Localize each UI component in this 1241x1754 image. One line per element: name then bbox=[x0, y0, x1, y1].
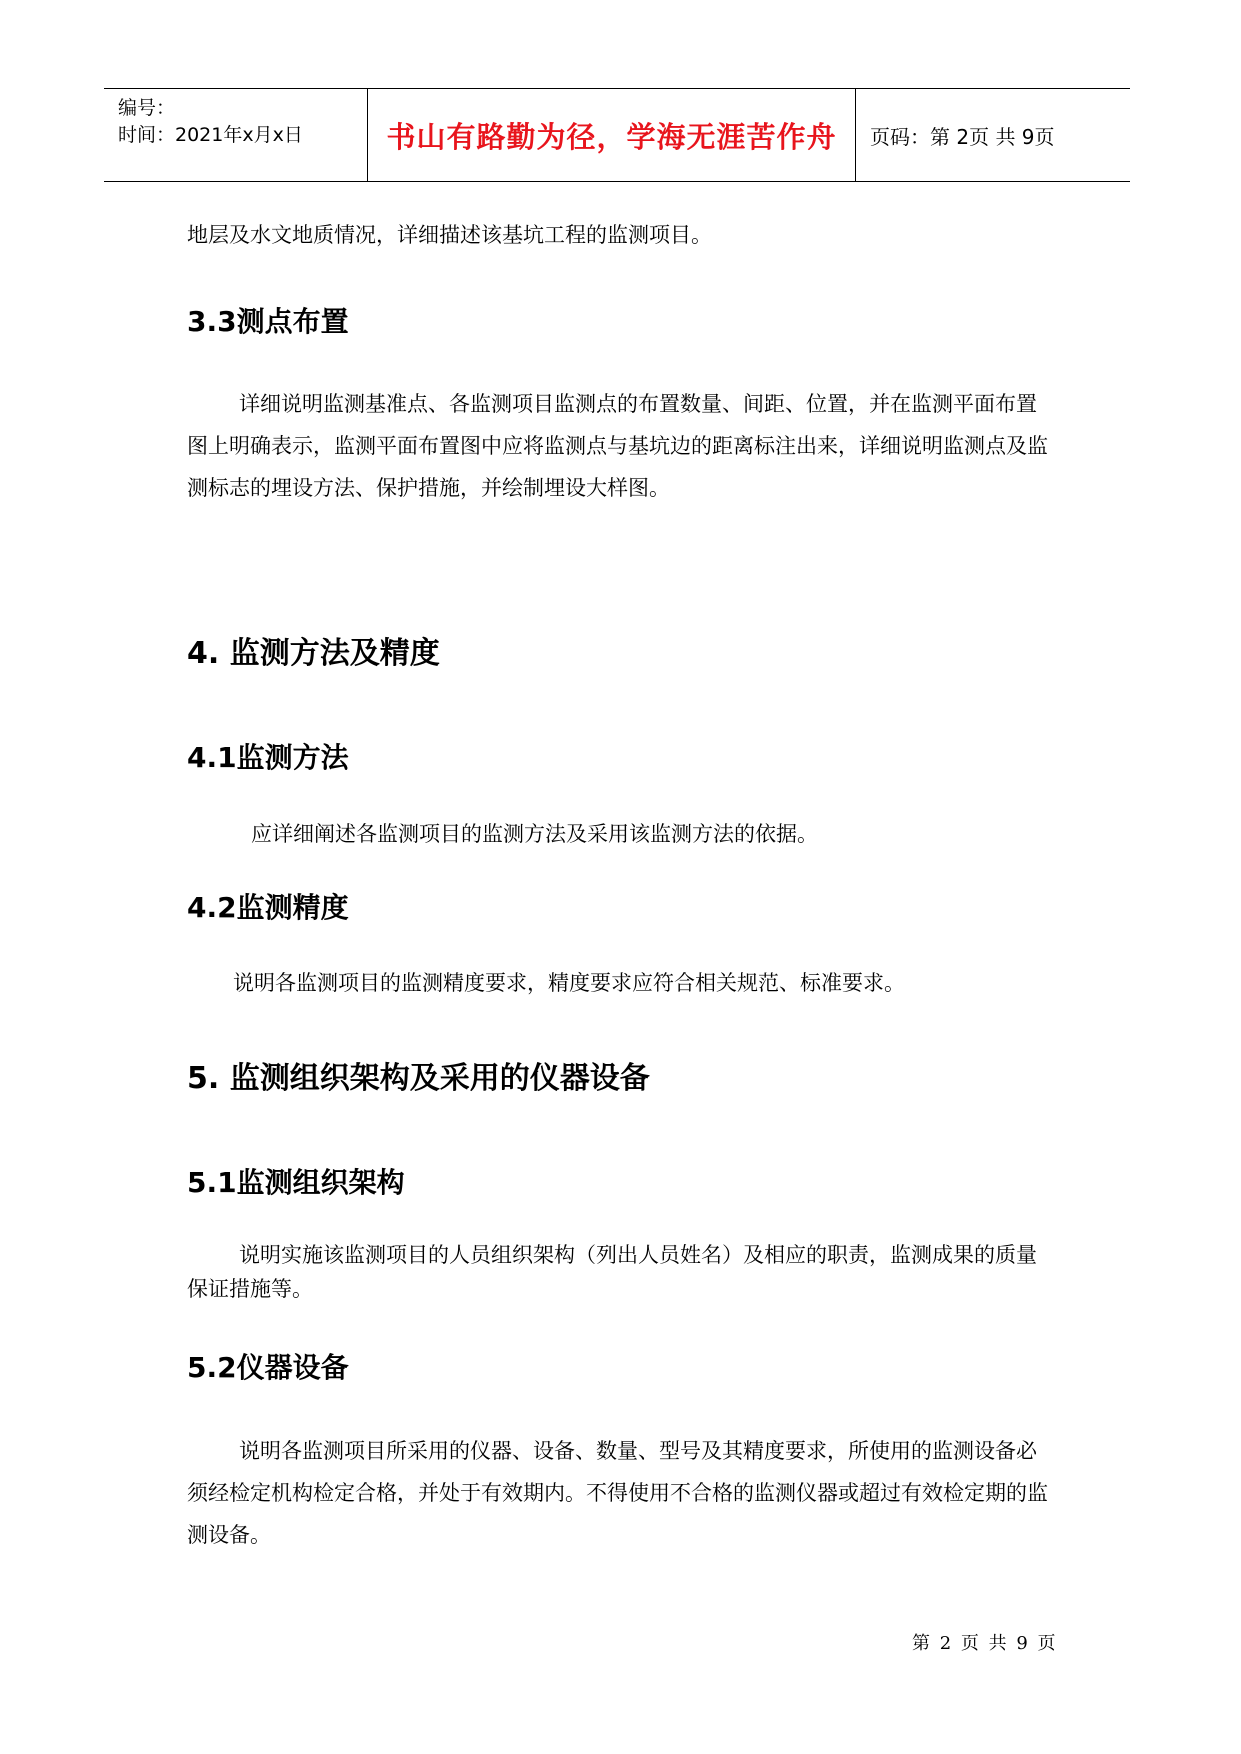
intro-paragraph: 地层及水文地质情况，详细描述该基坑工程的监测项目。 bbox=[187, 223, 712, 247]
heading-5-1: 5.1监测组织架构 bbox=[187, 1166, 405, 1199]
heading-4-1: 4.1监测方法 bbox=[187, 741, 349, 774]
header-motto: 书山有路勤为径，学海无涯苦作舟 bbox=[368, 89, 856, 181]
heading-4-2: 4.2监测精度 bbox=[187, 891, 349, 924]
time-label: 时间：2021年x月x日 bbox=[118, 124, 303, 146]
footer-page-number: 第 2 页 共 9 页 bbox=[912, 1633, 1058, 1654]
heading-4: 4. 监测方法及精度 bbox=[187, 636, 440, 671]
heading-5-2: 5.2仪器设备 bbox=[187, 1351, 349, 1384]
paragraph-4-2: 说明各监测项目的监测精度要求，精度要求应符合相关规范、标准要求。 bbox=[233, 971, 905, 995]
header-meta-cell bbox=[104, 89, 368, 181]
number-label: 编号： bbox=[118, 97, 176, 119]
paragraph-3-3: 详细说明监测基准点、各监测项目监测点的布置数量、间距、位置，并在监测平面布置图上明确表示，监测平面布置图中应将监测点与基坑边的距离标注出来，详细说明监测点及监测标志的埋设方法、保护措施，并绘制埋设大样图。 bbox=[187, 392, 1048, 500]
paragraph-4-1: 应详细阐述各监测项目的监测方法及采用该监测方法的依据。 bbox=[251, 822, 818, 846]
page-header bbox=[104, 88, 1130, 182]
heading-5: 5. 监测组织架构及采用的仪器设备 bbox=[187, 1061, 650, 1096]
paragraph-5-2: 说明各监测项目所采用的仪器、设备、数量、型号及其精度要求，所使用的监测设备必须经检定机构检定合格，并处于有效期内。不得使用不合格的监测仪器或超过有效检定期的监测设备。 bbox=[187, 1439, 1048, 1547]
paragraph-5-1: 说明实施该监测项目的人员组织架构（列出人员姓名）及相应的职责，监测成果的质量保证措施等。 bbox=[187, 1243, 1037, 1301]
heading-3-3: 3.3测点布置 bbox=[187, 305, 349, 338]
header-page-label: 页码：第 2页 共 9页 bbox=[870, 124, 1055, 149]
